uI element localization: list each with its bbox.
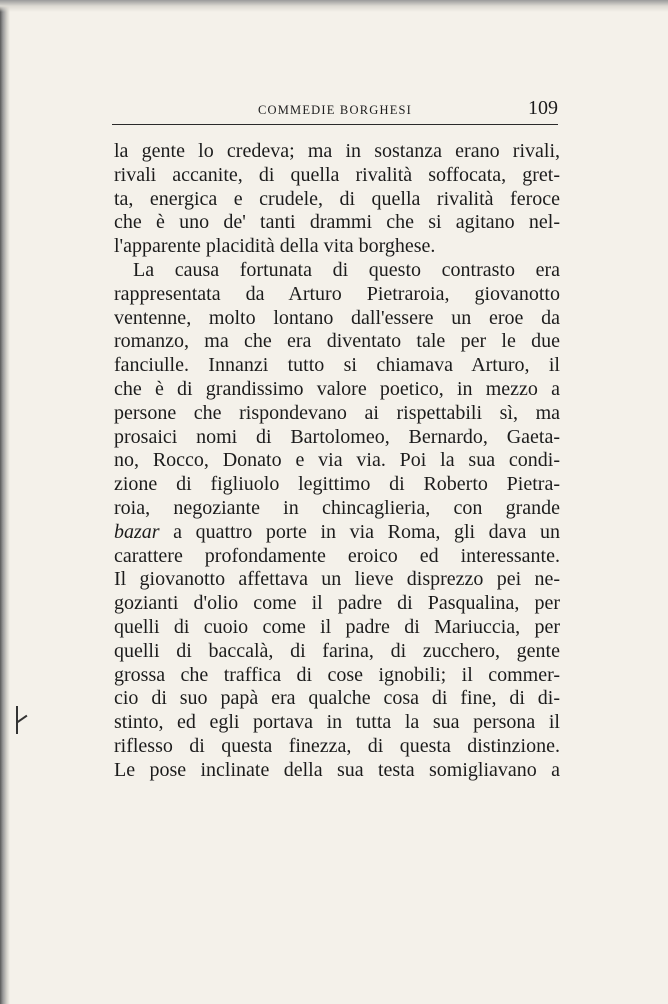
text-line: Il giovanotto affettava un lieve disprezzo pei ne- (114, 568, 560, 591)
text-line: roia, negoziante in chincaglieria, con grande (114, 496, 560, 519)
text-line: riflesso di questa finezza, di questa distinzione. (114, 734, 560, 757)
text-line: gozianti d'olio come il padre di Pasqualina, per (114, 592, 560, 615)
running-title: COMMEDIE BORGHESI (257, 103, 413, 117)
text-line-with-italic (114, 521, 560, 545)
text-line: grossa che traffica di cose ignobili; il commer- (114, 663, 560, 686)
running-header (112, 97, 558, 123)
page-number: 109 (528, 97, 558, 119)
text-line: carattere profondamente eroico ed interessante. (114, 544, 560, 567)
text-line: ventenne, molto lontano dall'essere un eroe da (114, 306, 560, 329)
text-line: quelli di cuoio come il padre di Mariuccia, per (114, 615, 560, 638)
text-line: l'apparente placidità della vita borghese. (114, 235, 436, 258)
text-line: cio di suo papà era qualche cosa di fine, di di- (114, 687, 560, 710)
text-line: rappresentata da Arturo Pietraroia, giovanotto (114, 282, 560, 305)
text-line: zione di figliuolo legittimo di Roberto Pietra- (114, 473, 560, 496)
text-line: rivali accanite, di quella rivalità soffocata, gret- (114, 163, 560, 186)
text-line: quelli di baccalà, di farina, di zucchero, gente (114, 639, 560, 662)
text-line: fanciulle. Innanzi tutto si chiamava Arturo, il (114, 354, 560, 377)
italic-word: bazar (114, 520, 160, 543)
text-line: stinto, ed egli portava in tutta la sua persona il (114, 711, 560, 734)
text-line: persone che rispondevano ai rispettabili sì, ma (114, 401, 560, 424)
body-text (114, 140, 560, 783)
header-rule (112, 124, 558, 125)
text-line: romanzo, ma che era diventato tale per le due (114, 330, 560, 353)
page-edge-shadow (0, 0, 10, 1004)
text-line: no, Rocco, Donato e via via. Poi la sua condi- (114, 449, 560, 472)
text-line: ta, energica e crudele, di quella rivalità feroce (114, 187, 560, 210)
text-line-rest: a quattro porte in via Roma, gli dava un (173, 520, 560, 543)
text-line: la gente lo credeva; ma in sostanza erano rivali, (114, 140, 560, 162)
text-line: La causa fortunata di questo contrasto era (133, 258, 560, 281)
page-top-shadow (0, 0, 668, 12)
text-line: prosaici nomi di Bartolomeo, Bernardo, Gaeta- (114, 425, 560, 448)
text-line: che è di grandissimo valore poetico, in mezzo a (114, 377, 560, 400)
margin-pencil-mark (6, 700, 28, 740)
text-line: Le pose inclinate della sua testa somigliavano a (114, 758, 560, 781)
text-line: che è uno de' tanti drammi che si agitano nel- (114, 211, 560, 234)
